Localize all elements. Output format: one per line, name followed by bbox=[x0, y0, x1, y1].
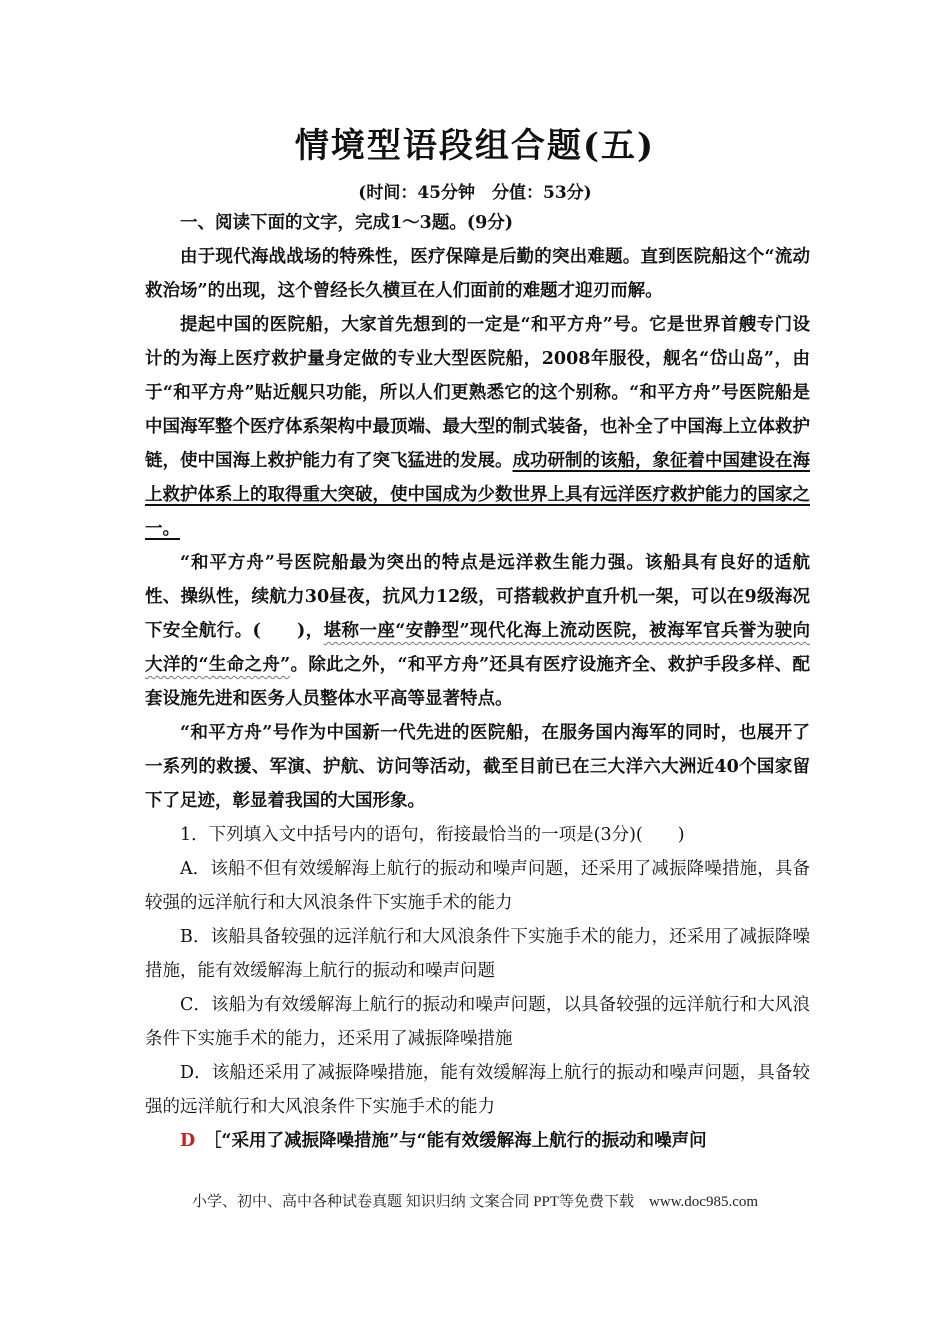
passage-paragraph-4: “和平方舟”号作为中国新一代先进的医院船，在服务国内海军的同时，也展开了一系列的救援、军演、护航、访问等活动，截至目前已在三大洋六大洲近40个国家留下了足迹，彰显着我国的大国形象。 bbox=[145, 723, 810, 811]
footer-banner: 小学、初中、高中各种试卷真题 知识归纳 文案合同 PPT等免费下载 www.doc985.com bbox=[191, 1194, 759, 1210]
passage-paragraph-1: 由于现代海战战场的特殊性，医疗保障是后勤的突出难题。直到医院船这个“流动救治场”的出现，这个曾经长久横亘在人们面前的难题才迎刃而解。 bbox=[145, 247, 810, 301]
option-b: B．该船具备较强的远洋航行和大风浪条件下实施手术的能力，还采用了减振降噪措施，能有效缓解海上航行的振动和噪声问题 bbox=[145, 927, 810, 981]
passage-paragraph-3 bbox=[145, 546, 810, 716]
question-stem: 1．下列填入文中括号内的语句，衔接最恰当的一项是(3分)( ) bbox=[180, 825, 685, 845]
answer-explanation bbox=[145, 1124, 810, 1158]
answer-text: ［“采用了减振降噪措施”与“能有效缓解海上航行的振动和噪声问 bbox=[212, 1131, 707, 1151]
section-heading: 一、阅读下面的文字，完成1～3题。(9分) bbox=[180, 213, 514, 233]
option-c: C．该船为有效缓解海上航行的振动和噪声问题，以具备较强的远洋航行和大风浪条件下实施手术的能力，还采用了减振降噪措施 bbox=[145, 995, 810, 1049]
page-title: 情境型语段组合题(五) bbox=[294, 126, 656, 166]
option-a: A．该船不但有效缓解海上航行的振动和噪声问题，还采用了减振降噪措施，具备较强的远洋航行和大风浪条件下实施手术的能力 bbox=[145, 859, 810, 913]
passage-paragraph-2 bbox=[145, 308, 810, 546]
passage-paragraph-2-text: 提起中国的医院船，大家首先想到的一定是“和平方舟”号。它是世界首艘专门设计的为海上医疗救护量身定做的专业大型医院船，2008年服役，舰名“岱山岛”，由于“和平方舟”贴近舰只功能，所以人们更熟悉它的这个别称。“和平方舟”号医院船是中国海军整个医疗体系架构中最顶端、最大型的制式装备，也补全了中国海上立体救护链，使中国海上救护能力有了突飞猛进的发展。 bbox=[145, 315, 810, 471]
passage-paragraph-3-text-end: 。除此之外，“和平方舟”还具有医疗设施齐全、救护手段多样、配套设施先进和医务人员整体水平高等显著特点。 bbox=[145, 655, 810, 709]
time-score-info: (时间：45分钟 分值：53分) bbox=[358, 183, 592, 203]
passage-paragraph-3-text: “和平方舟”号医院船最为突出的特点是远洋救生能力强。该船具有良好的适航性、操纵性，续航力30昼夜，抗风力12级，可搭载救护直升机一架，可以在9级海况下安全航行。( )， bbox=[145, 553, 810, 641]
underlined-sentence: 成功研制的该船，象征着中国建设在海上救护体系上的取得重大突破，使中国成为少数世界上具有远洋医疗救护能力的国家之一。 bbox=[145, 451, 810, 539]
document-body bbox=[145, 206, 810, 1158]
option-d: D．该船还采用了减振降噪措施，能有效缓解海上航行的振动和噪声问题，具备较强的远洋航行和大风浪条件下实施手术的能力 bbox=[145, 1063, 810, 1117]
answer-letter: D bbox=[180, 1131, 196, 1151]
wavy-underlined-sentence: 堪称一座“安静型”现代化海上流动医院，被海军官兵誉为驶向大洋的“生命之舟” bbox=[145, 621, 810, 675]
